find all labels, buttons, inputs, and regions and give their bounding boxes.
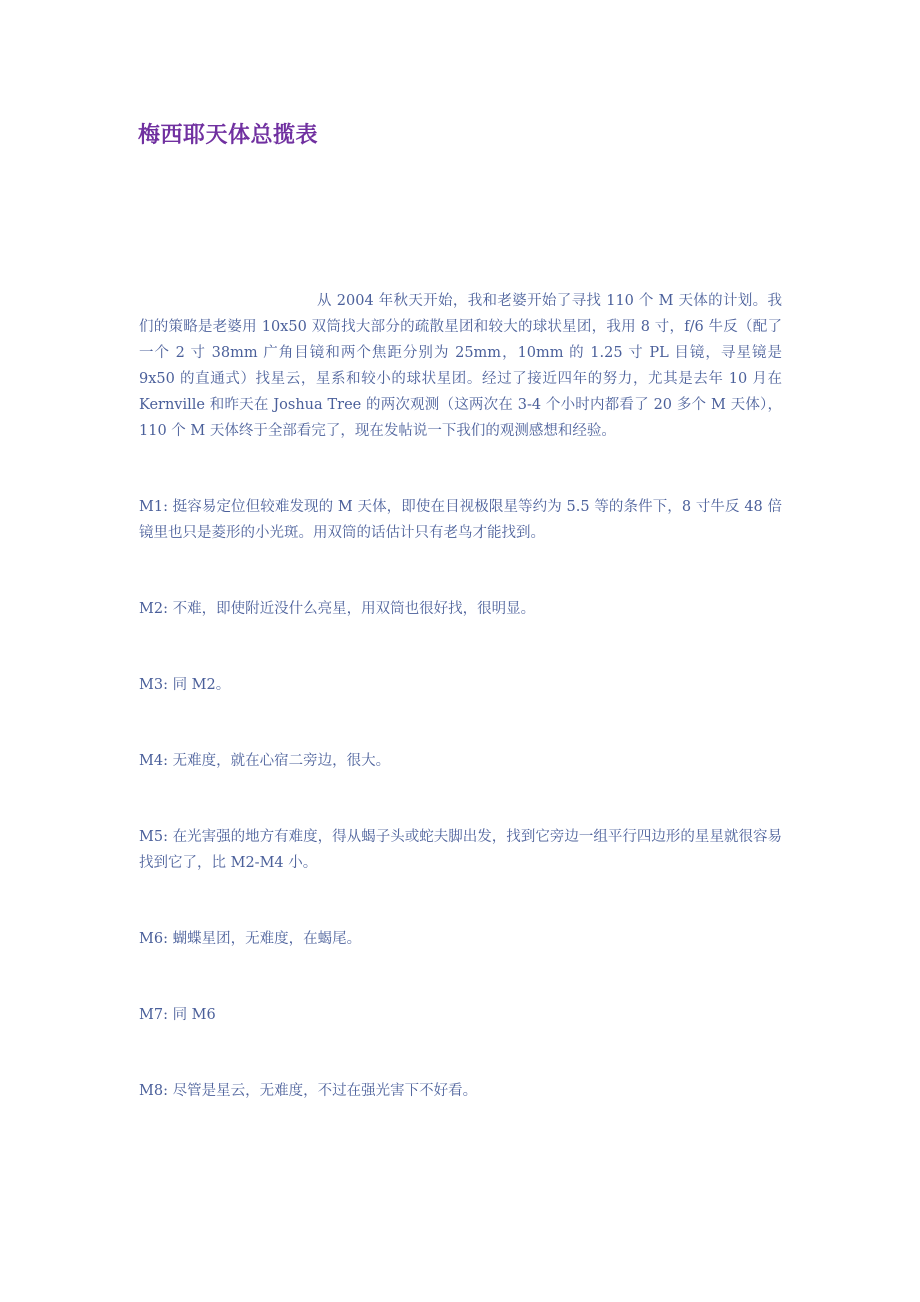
- entry-m3: M3: 同 M2。: [139, 677, 231, 693]
- entry-m6: M6: 蝴蝶星团，无难度，在蝎尾。: [139, 931, 362, 947]
- document-body: [139, 288, 782, 1154]
- entry-m4: M4: 无难度，就在心宿二旁边，很大。: [139, 753, 391, 769]
- document-title: 梅西耶天体总揽表: [138, 122, 319, 148]
- intro-paragraph: 从 2004 年秋天开始，我和老婆开始了寻找 110 个 M 天体的计划。我们的策略是老婆用 10x50 双筒找大部分的疏散星团和较大的球状星团，我用 8 寸，f/6 牛反（配了一个 2 寸 38mm 广角目镜和两个焦距分别为 25mm，10mm 的 1.25 寸 PL 目镜，寻星镜是 9x50 的直通式）找星云，星系和较小的球状星团。经过了接近四年的努力，尤其是去年 10 月在 Kernville 和昨天在 Joshua Tree 的两次观测（这两次在 3-4 个小时内都看了 20 多个 M 天体），110 个 M 天体终于全部看完了，现在发帖说一下我们的观测感想和经验。: [139, 293, 782, 439]
- entry-m7: M7: 同 M6: [139, 1007, 216, 1023]
- entry-m2: M2: 不难，即使附近没什么亮星，用双筒也很好找，很明显。: [139, 601, 536, 617]
- entry-m5: M5: 在光害强的地方有难度，得从蝎子头或蛇夫脚出发，找到它旁边一组平行四边形的星星就很容易找到它了，比 M2-M4 小。: [139, 829, 782, 871]
- entry-m8: M8: 尽管是星云，无难度，不过在强光害下不好看。: [139, 1083, 478, 1099]
- entry-m1: M1: 挺容易定位但较难发现的 M 天体，即使在目视极限星等约为 5.5 等的条件下，8 寸牛反 48 倍镜里也只是菱形的小光斑。用双筒的话估计只有老鸟才能找到。: [139, 499, 782, 541]
